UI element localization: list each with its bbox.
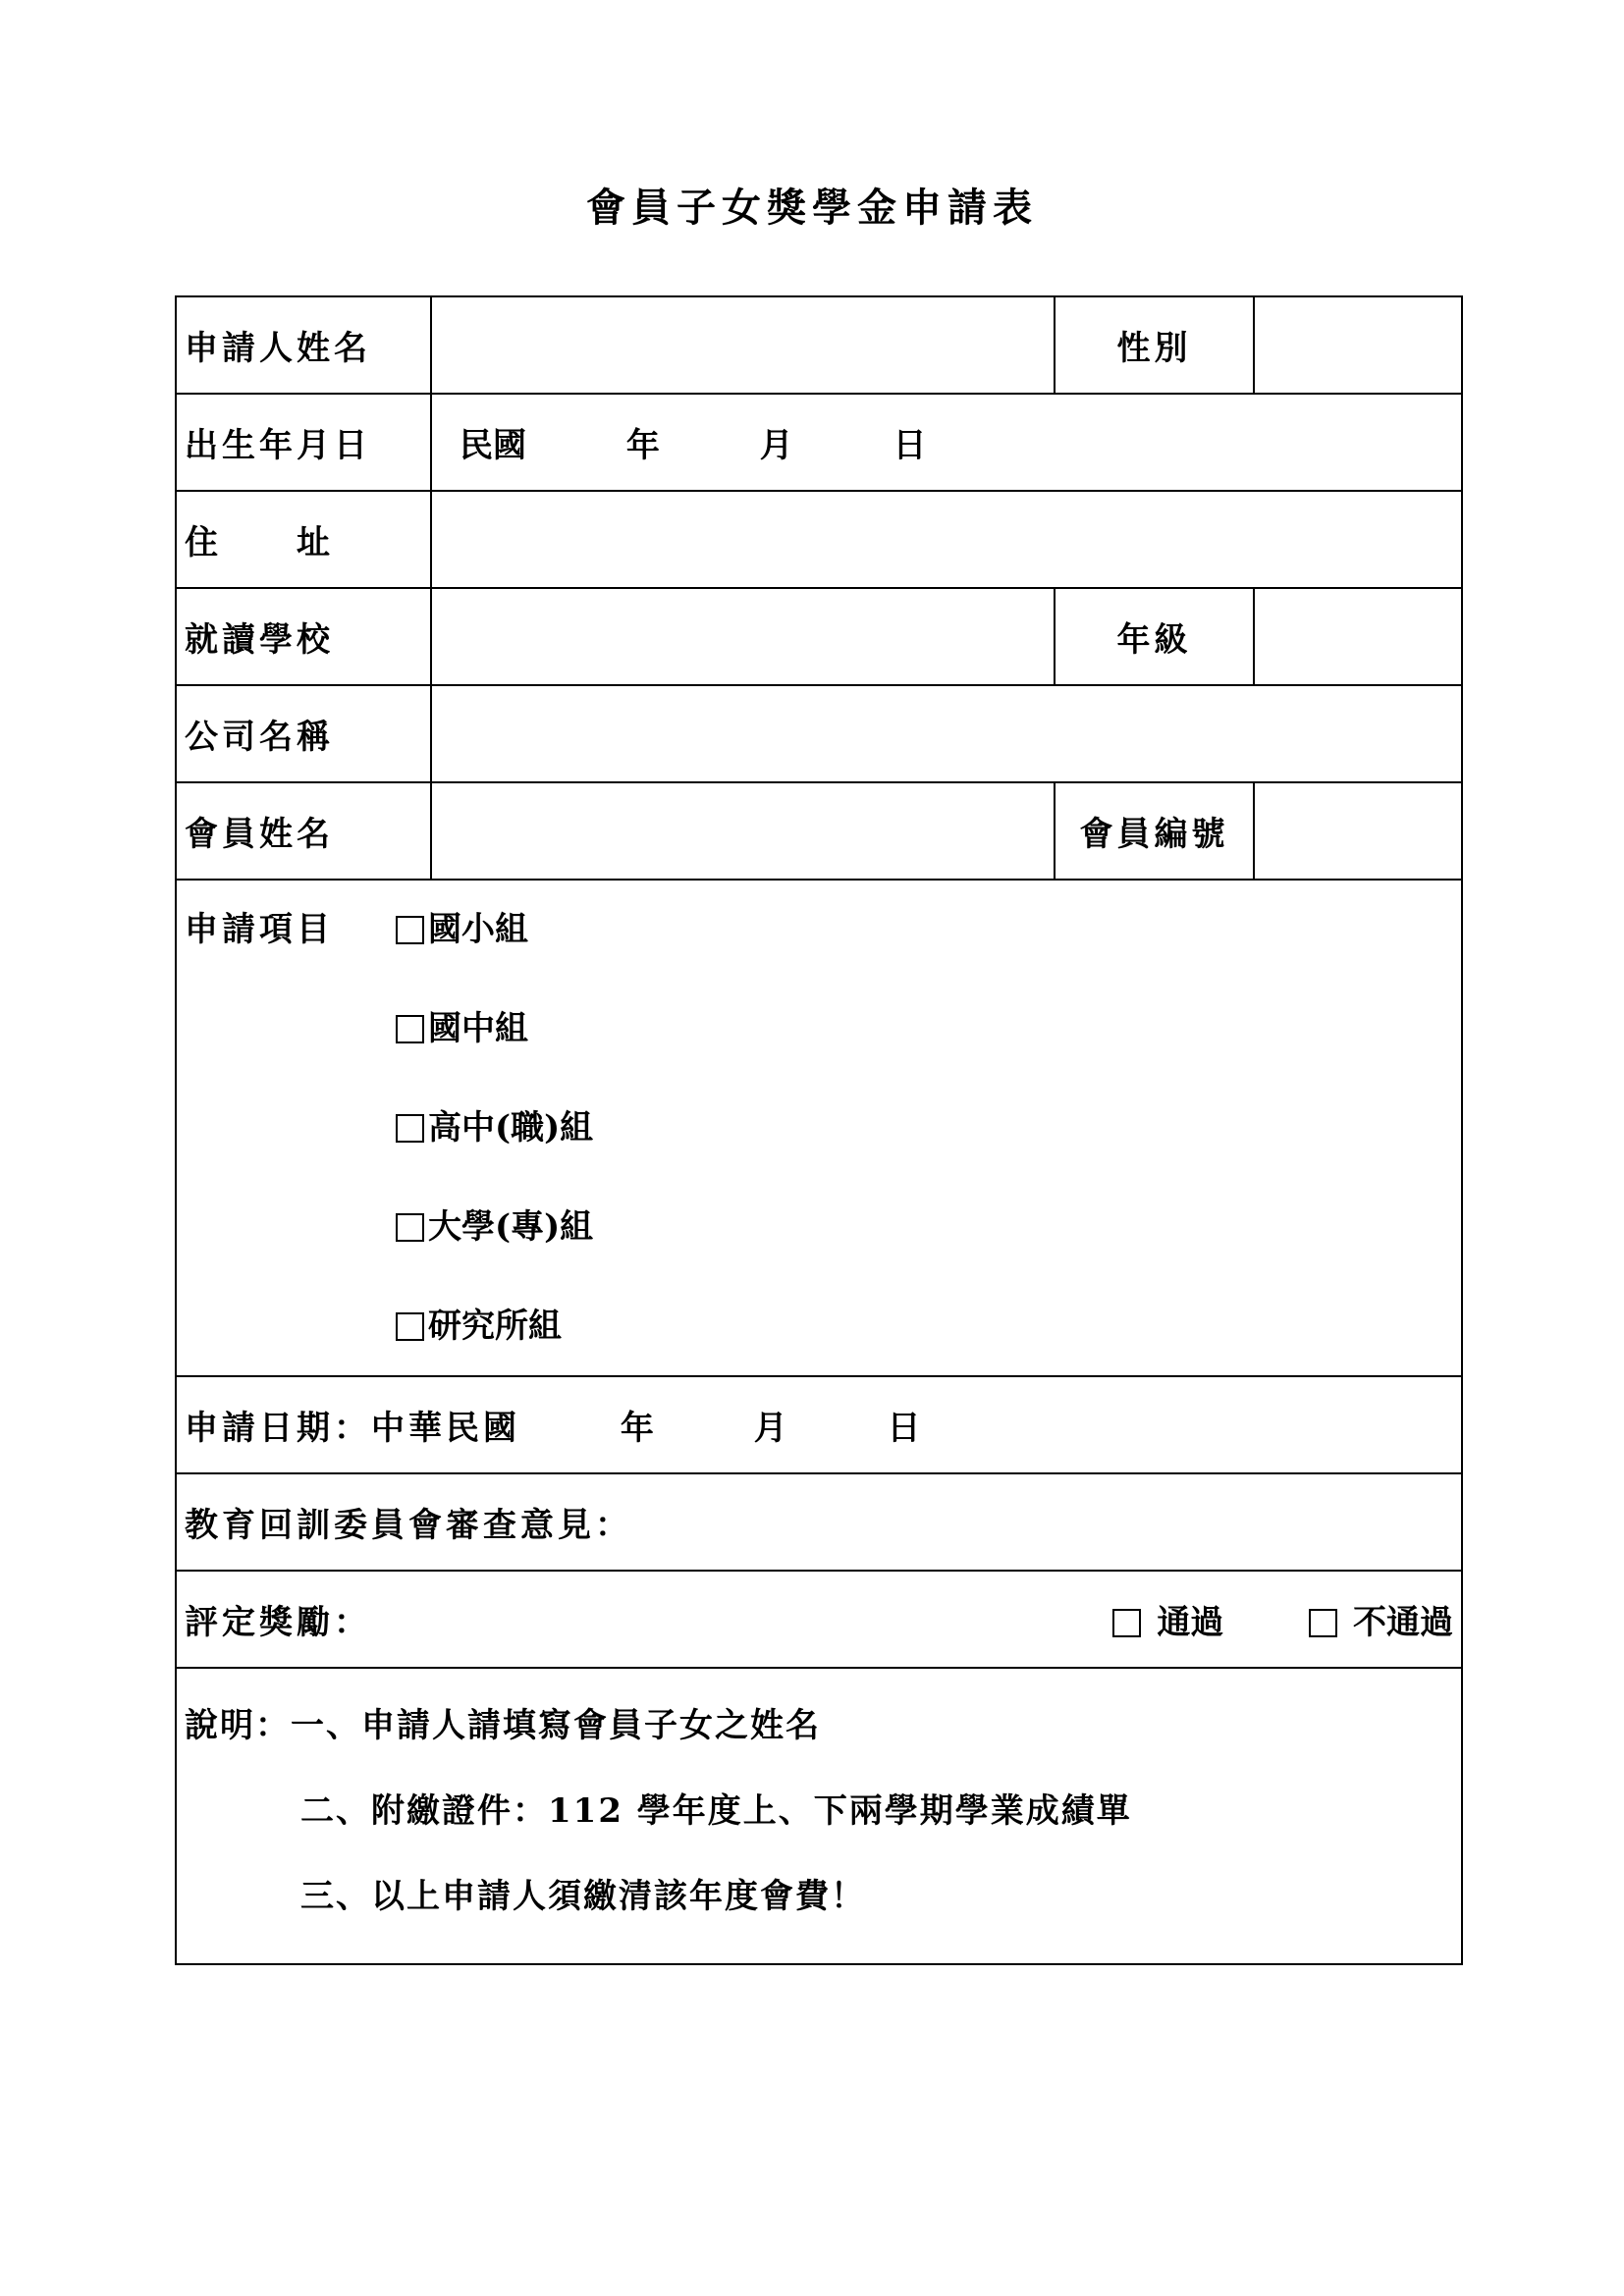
row-review: [176, 1473, 1462, 1571]
row-address: [176, 491, 1462, 588]
items-label: 申請項目: [185, 910, 334, 949]
item-option[interactable]: 研究所組: [396, 1299, 593, 1347]
company-field[interactable]: [431, 685, 1462, 782]
school-field[interactable]: [431, 588, 1055, 685]
birth-label: 出生年月日: [176, 394, 431, 491]
checkbox[interactable]: [396, 1312, 424, 1341]
fail-option[interactable]: 不通過: [1309, 1603, 1453, 1642]
award-options: [1039, 1595, 1453, 1643]
note-line: 三、以上申請人須繳清該年度會費！: [300, 1877, 866, 1916]
row-notes: [176, 1668, 1462, 1964]
member-name-field[interactable]: [431, 782, 1055, 880]
apply-year-label: 年: [620, 1409, 654, 1448]
note-line: 二、附繳證件：112 學年度上、下兩學期學業成績單: [300, 1791, 1132, 1831]
row-award: [176, 1571, 1462, 1668]
applicant-name-field[interactable]: [431, 296, 1055, 394]
gender-field[interactable]: [1254, 296, 1462, 394]
school-label: 就讀學校: [176, 588, 431, 685]
item-option[interactable]: 高中(職)組: [396, 1100, 593, 1200]
row-apply-date: [176, 1376, 1462, 1473]
address-field[interactable]: [431, 491, 1462, 588]
apply-month-label: 月: [753, 1409, 787, 1448]
row-applicant-name: [176, 296, 1462, 394]
checkbox[interactable]: [1309, 1609, 1337, 1637]
row-birth: [176, 394, 1462, 491]
checkbox[interactable]: [396, 916, 424, 944]
birth-month-label: 月: [759, 426, 793, 465]
review-label: 教育回訓委員會審查意見：: [176, 1473, 1462, 1571]
checkbox[interactable]: [396, 1213, 424, 1242]
application-form: [175, 295, 1463, 1965]
row-company: [176, 685, 1462, 782]
birth-year-label: 年: [625, 426, 660, 465]
grade-field[interactable]: [1254, 588, 1462, 685]
row-member: [176, 782, 1462, 880]
row-school: [176, 588, 1462, 685]
member-name-label: 會員姓名: [176, 782, 431, 880]
pass-option[interactable]: 通過: [1112, 1603, 1223, 1642]
item-option[interactable]: 國中組: [396, 1001, 593, 1100]
apply-date-label: 申請日期：中華民國: [185, 1409, 520, 1448]
note-line: 說明：一、申請人請填寫會員子女之姓名: [185, 1706, 821, 1745]
birth-day-label: 日: [893, 426, 927, 465]
items-cell: [176, 880, 1462, 1376]
birth-roc-label: 民國: [460, 426, 526, 465]
member-id-label: 會員編號: [1055, 782, 1254, 880]
company-label: 公司名稱: [176, 685, 431, 782]
notes-cell: [176, 1668, 1462, 1964]
row-items: [176, 880, 1462, 1376]
award-label: 評定獎勵：: [185, 1603, 371, 1642]
checkbox[interactable]: [396, 1015, 424, 1043]
item-option[interactable]: 大學(專)組: [396, 1200, 593, 1299]
gender-label: 性別: [1055, 296, 1254, 394]
items-list: [396, 902, 593, 1347]
checkbox[interactable]: [1112, 1609, 1141, 1637]
applicant-name-label: 申請人姓名: [176, 296, 431, 394]
birth-field[interactable]: [431, 394, 1462, 491]
item-option[interactable]: 國小組: [396, 902, 593, 1001]
apply-date-cell[interactable]: [176, 1376, 1462, 1473]
checkbox[interactable]: [396, 1114, 424, 1143]
form-title: 會員子女獎學金申請表: [586, 185, 1038, 231]
grade-label: 年級: [1055, 588, 1254, 685]
address-label: 住 址: [176, 491, 431, 588]
apply-day-label: 日: [887, 1409, 921, 1448]
award-cell: [176, 1571, 1462, 1668]
member-id-field[interactable]: [1254, 782, 1462, 880]
